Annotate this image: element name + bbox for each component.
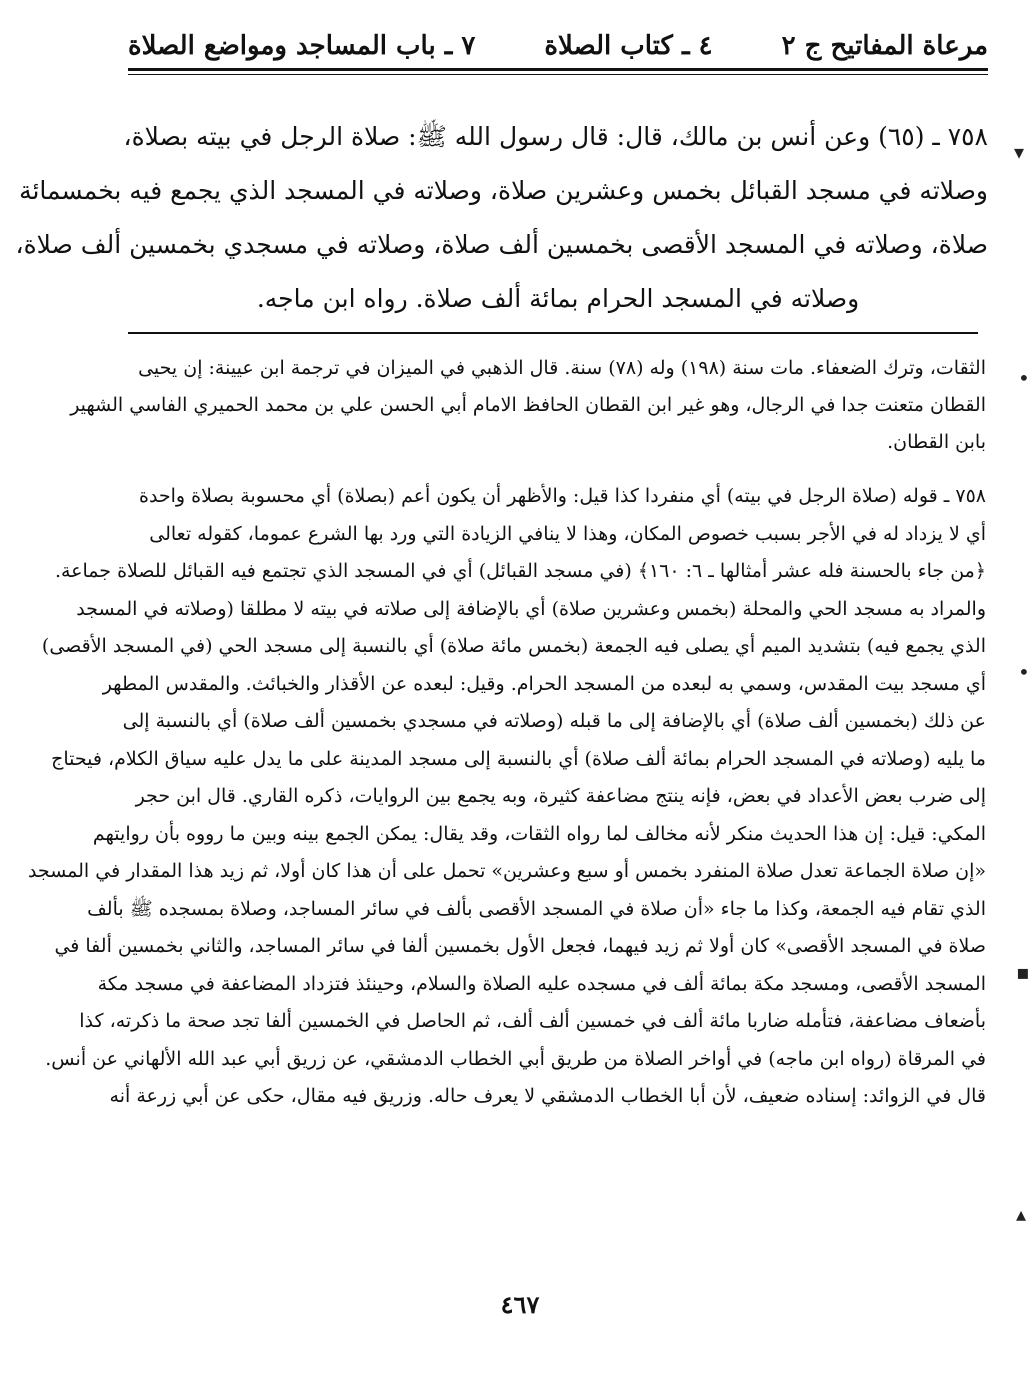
commentary-line: ﴿من جاء بالحسنة فله عشر أمثالها ـ ٦: ١٦٠﴾ (في مسجد القبائل) أي في المسجد الذي تجتمع فيه القبائل للصلاة جماعة.: [54, 560, 986, 582]
commentary-line: المكي: قيل: إن هذا الحديث منكر لأنه مخالف لما رواه الثقات، وقد يقال: يمكن الجمع بينه وبين ما رووه بأن روايتهم: [92, 822, 986, 845]
hadith-text: [15, 110, 988, 326]
footnote-continuation: [70, 350, 986, 460]
note-line: القطان متعنت جدا في الرجال، وهو غير ابن القطان الحافظ الامام أبي الحسن علي بن محمد الحميري الفاسي الشهير: [70, 393, 986, 416]
hadith-line: وصلاته في مسجد القبائل بخمس وعشرين صلاة، وصلاته في المسجد الذي يجمع فيه بخمسمائة: [19, 176, 988, 205]
commentary-line: ٧٥٨ ـ قوله (صلاة الرجل في بيته) أي منفردا كذا قيل: والأظهر أن يكون أعم (بصلاة) أي محسوبة بصلاة واحدة: [138, 485, 986, 507]
commentary-line: الذي تقام فيه الجمعة، وكذا ما جاء «أن صلاة في المسجد الأقصى بألف في سائر المساجد، وصلاة بمسجده ﷺ بألف: [87, 897, 986, 920]
scan-mark: ▪: [1016, 960, 1030, 984]
scan-mark: •: [1018, 660, 1030, 684]
commentary-line: عن ذلك (بخمسين ألف صلاة) أي بالإضافة إلى ما قبله (وصلاته في مسجدي بخمسين ألف صلاة) أي بالنسبة إلى: [122, 710, 986, 732]
commentary-line: الذي يجمع فيه) بتشديد الميم أي يصلى فيه الجمعة (بخمس مائة صلاة) أي بالنسبة إلى مسجد الحي (في المسجد الأقصى): [41, 635, 986, 657]
scan-mark: •: [1018, 366, 1030, 390]
scan-mark: ▴: [1016, 1202, 1027, 1226]
hadith-line: وصلاته في المسجد الحرام بمائة ألف صلاة. رواه ابن ماجه.: [256, 284, 860, 313]
header-rule-thick: [128, 68, 988, 71]
header-book-title: مرعاة المفاتيح ج ٢: [781, 31, 988, 61]
commentary-line: بأضعاف مضاعفة، فتأمله ضاربا مائة ألف في خمسين ألف ألف، ثم الحاصل في الخمسين ألفا تجد صحة ما ذكرته، كذا: [79, 1010, 986, 1032]
commentary-line: والمراد به مسجد الحي والمحلة (بخمس وعشرين صلاة) أي بالإضافة إلى صلاته في بيته لا مطلقا (وصلاته في المسجد: [76, 597, 986, 620]
commentary-line: ما يليه (وصلاته في المسجد الحرام بمائة ألف صلاة) أي بالنسبة إلى مسجد المدينة على ما يدل عليه سياق الكلام، فيحتاج: [51, 747, 986, 770]
commentary-line: في المرقاة (رواه ابن ماجه) في أواخر الصلاة من طريق أبي الخطاب الدمشقي، عن زريق أبي عبد الله الألهاني عن أنس.: [45, 1047, 986, 1070]
commentary-line: أي لا يزداد له في الأجر بسبب خصوص المكان، وهذا لا ينافي الزيادة التي ورد بها الشرع عموما، كقوله تعالى: [149, 522, 986, 545]
commentary-line: قال في الزوائد: إسناده ضعيف، لأن أبا الخطاب الدمشقي لا يعرف حاله. وزريق فيه مقال، حكى عن أبي زرعة أنه: [109, 1085, 986, 1107]
commentary-line: أي مسجد بيت المقدس، وسمي به لبعده من المسجد الحرام. وقيل: لبعده عن الأقذار والخبائث. والمقدس المطهر: [102, 672, 986, 695]
note-line: بابن القطان.: [887, 430, 986, 453]
hadith-line: صلاة، وصلاته في المسجد الأقصى بخمسين ألف صلاة، وصلاته في مسجدي بخمسين ألف صلاة،: [15, 230, 988, 259]
commentary-line: صلاة في المسجد الأقصى» كان أولا ثم زيد فيهما، فجعل الأول بخمسين ألفا في سائر المساجد، والثاني بخمسين ألفا في: [54, 935, 986, 957]
note-line: الثقات، وترك الضعفاء. مات سنة (١٩٨) وله (٧٨) سنة. قال الذهبي في الميزان في ترجمة ابن عيينة: إن يحيى: [138, 357, 986, 379]
section-divider: [128, 332, 978, 334]
commentary-line: المسجد الأقصى، ومسجد مكة بمائة ألف في مسجده عليه الصلاة والسلام، وحينئذ فتزداد المضاعفة في مسجد مكة: [97, 972, 986, 995]
commentary-text: [27, 478, 986, 1116]
page-number: ٤٦٧: [500, 1290, 540, 1319]
commentary-line: إلى ضرب بعض الأعداد في بعض، فإنه ينتج مضاعفة كثيرة، وبه يجمع بين الروايات، ذكره القاري. قال ابن حجر: [135, 785, 986, 807]
scan-mark: ▾: [1014, 140, 1025, 164]
hadith-line: ٧٥٨ ـ (٦٥) وعن أنس بن مالك، قال: قال رسول الله ﷺ: صلاة الرجل في بيته بصلاة،: [123, 122, 988, 151]
commentary-line: «إن صلاة الجماعة تعدل صلاة المنفرد بخمس أو سبع وعشرين» تحمل على أن هذا كان أولا، ثم زيد هذا المقدار في المسجد: [27, 860, 986, 882]
header-rule-thin: [128, 74, 988, 75]
header-kitab: ٤ ـ كتاب الصلاة: [544, 31, 713, 61]
header-bab: ٧ ـ باب المساجد ومواضع الصلاة: [128, 31, 476, 61]
running-header: [128, 26, 988, 66]
